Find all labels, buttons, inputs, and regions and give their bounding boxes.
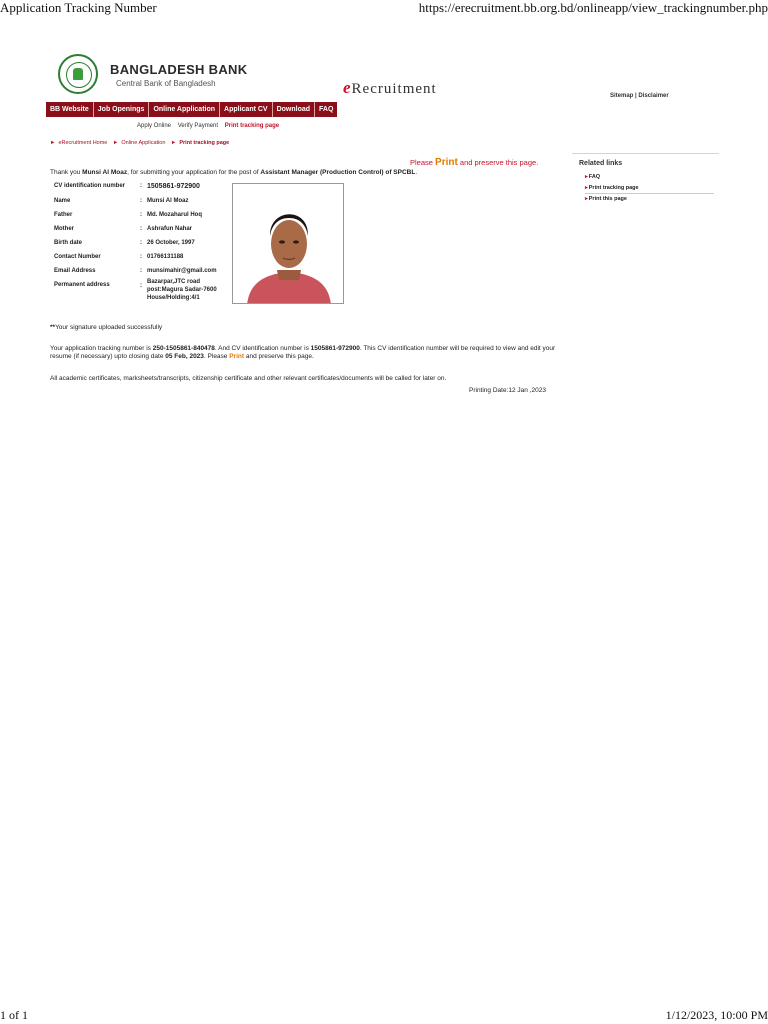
tracking-number: 250-1505861-840478 — [152, 345, 215, 352]
breadcrumb-arrow-icon: ► — [112, 140, 119, 146]
nav-faq[interactable]: FAQ — [319, 106, 334, 113]
print-footer — [0, 1008, 768, 1024]
main-nav — [46, 102, 337, 117]
utility-links — [610, 93, 669, 99]
related-link-print-tracking[interactable]: ▸Print tracking page — [585, 185, 639, 191]
nav-applicant-cv[interactable]: Applicant CV — [220, 102, 273, 117]
closing-date: 05 Feb, 2023 — [165, 353, 204, 360]
print-link[interactable]: Print — [435, 157, 458, 168]
print-link-inline[interactable]: Print — [229, 353, 245, 360]
thank-you-message: Thank you Munsi Al Moaz, for submitting your application for the post of Assistant Manager (Production Control) of SPCBL. — [50, 169, 418, 176]
breadcrumb-arrow-icon: ► — [50, 140, 56, 146]
print-page-title: Application Tracking Number — [0, 0, 157, 15]
nav-bb-website[interactable]: BB Website — [46, 102, 94, 117]
bank-name: BANGLADESH BANK — [110, 62, 248, 77]
subnav-verify-payment[interactable]: Verify Payment — [177, 123, 219, 129]
sidebar-divider — [572, 153, 719, 154]
disclaimer-link[interactable]: Disclaimer — [638, 93, 669, 99]
bullet-arrow-icon: ▸ — [585, 196, 588, 202]
print-page-url: https://erecruitment.bb.org.bd/onlineapp/view_trackingnumber.php — [418, 0, 768, 15]
nav-job-openings[interactable]: Job Openings — [94, 102, 150, 117]
sub-nav — [137, 123, 284, 129]
sitemap-link[interactable]: Sitemap — [610, 93, 634, 99]
related-link-faq[interactable]: ▸FAQ — [585, 174, 601, 180]
breadcrumb-home[interactable]: eRecruitment Home — [58, 140, 108, 146]
cv-id-number: 1505861-972900 — [310, 345, 360, 352]
bullet-arrow-icon: ▸ — [585, 185, 588, 191]
related-divider — [585, 193, 714, 194]
bangladesh-bank-logo-icon — [58, 54, 98, 94]
print-datetime: 1/12/2023, 10:00 PM — [665, 1008, 768, 1022]
subnav-print-tracking[interactable]: Print tracking page — [224, 123, 280, 129]
breadcrumb-arrow-icon: ► — [170, 140, 177, 146]
breadcrumb-current: Print tracking page — [179, 140, 230, 146]
post-title: Assistant Manager (Production Control) of SPCBL — [260, 169, 416, 176]
breadcrumb-online-application[interactable]: Online Application — [121, 140, 166, 146]
related-link-print-this-page[interactable]: ▸Print this page — [585, 196, 627, 202]
nav-online-application[interactable]: Online Application — [149, 102, 220, 117]
signature-status: **Your signature uploaded successfully — [50, 324, 163, 331]
applicant-name: Munsi Al Moaz — [82, 169, 128, 176]
applicant-photo — [232, 183, 344, 304]
erecruitment-logo: eRecruitment — [343, 78, 437, 97]
tracking-paragraph: Your application tracking number is 250-1505861-840478. And CV identification number is 1505861-972900. This CV identification number will be required to view and edit your resume (if necessary) upto closing date 05 Feb, 2023. Please Print and preserve this page. — [50, 345, 556, 360]
subnav-apply-online[interactable]: Apply Online — [137, 123, 172, 129]
nav-download[interactable]: Download — [273, 102, 315, 117]
breadcrumb — [50, 140, 229, 146]
print-notice: Please Print and preserve this page. — [410, 157, 539, 168]
related-links-title: Related links — [579, 160, 623, 167]
academic-note: All academic certificates, marksheets/transcripts, citizenship certificate and other relevant certificates/documents will be called for later on. — [50, 375, 447, 382]
print-header — [0, 0, 768, 18]
printing-date: Printing Date:12 Jan ,2023 — [469, 387, 546, 394]
page-count: 1 of 1 — [0, 1008, 28, 1022]
bullet-arrow-icon: ▸ — [585, 174, 588, 180]
bank-subtitle: Central Bank of Bangladesh — [116, 79, 216, 88]
util-separator: | — [635, 93, 637, 99]
